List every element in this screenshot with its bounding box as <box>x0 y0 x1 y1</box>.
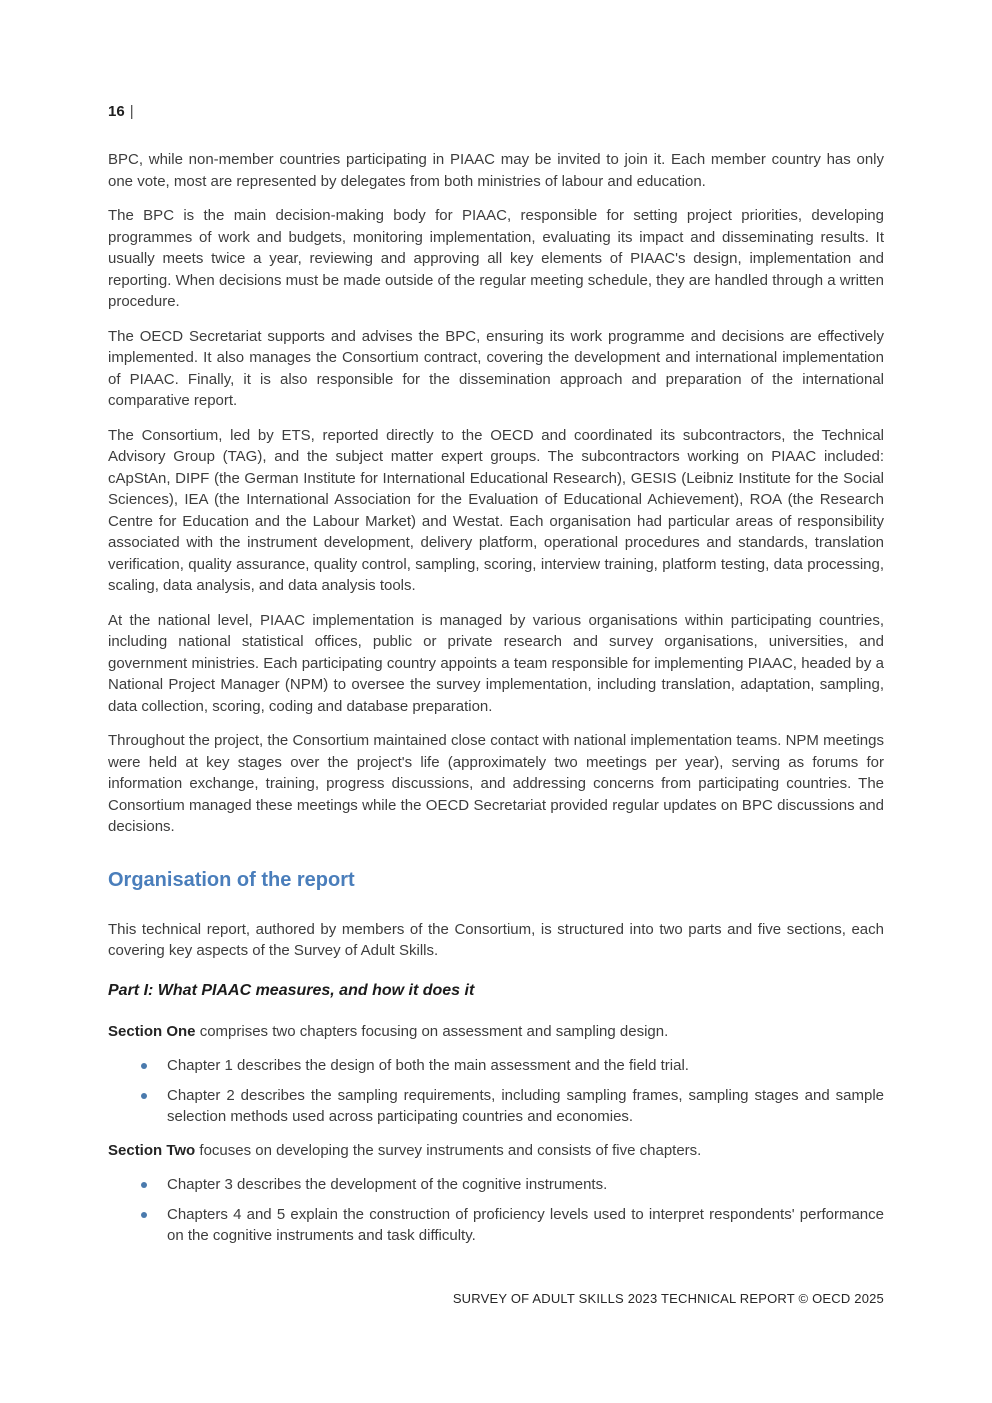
paragraph-consortium-subcontractors: The Consortium, led by ETS, reported directly to the OECD and coordinated its subcontractors, the Technical Advisory Group (TAG), and the subject matter expert groups. The subcontractors working on PIAAC included: cApStAn, DIPF (the German Institute for International Educational Research), GESIS (Leibniz Institute for the Social Sciences), IEA (the International Association for the Evaluation of Educational Achievement), ROA (the Research Centre for Education and the Labour Market) and Westat. Each organisation had particular areas of responsibility associated with the instrument development, delivery platform, operational procedures and standards, translation verification, quality assurance, quality control, sampling, scoring, interview training, platform testing, data processing, scaling, data analysis, and data analysis tools. <box>108 426 884 594</box>
section-two-bullet-list <box>108 1174 884 1247</box>
paragraph-national-level: At the national level, PIAAC implementation is managed by various organisations within participating countries, including national statistical offices, public or private research and survey organisations, universities, and government ministries. Each participating country appoints a team responsible for implementing PIAAC, headed by a National Project Manager (NPM) to oversee the survey implementation, including translation, adaptation, sampling, data collection, scoring, coding and database preparation. <box>108 611 884 715</box>
paragraph-section-one <box>108 1021 884 1043</box>
page-header <box>108 103 884 121</box>
paragraph-oecd-secretariat: The OECD Secretariat supports and advises the BPC, ensuring its work programme and decisions are effectively implemented. It also manages the Consortium contract, covering the development and international implementation of PIAAC. Finally, it is also responsible for the dissemination approach and preparation of the international comparative report. <box>108 327 884 409</box>
list-item: Chapters 4 and 5 explain the construction of proficiency levels used to interpret respondents' performance on the cognitive instruments and task difficulty. <box>167 1204 884 1247</box>
paragraph-bpc-membership: BPC, while non-member countries participating in PIAAC may be invited to join it. Each member country has only one vote, most are represented by delegates from both ministries of labour and education. <box>108 151 884 190</box>
section-two-label: Section Two <box>108 1141 196 1159</box>
section-one-label: Section One <box>108 1022 196 1040</box>
list-item: Chapter 2 describes the sampling requirements, including sampling frames, sampling stages and sample selection methods used across participating countries and economies. <box>167 1085 884 1128</box>
section-two-text: focuses on developing the survey instruments and consists of five chapters. <box>195 1141 702 1159</box>
page-number-separator: | <box>129 103 134 120</box>
paragraph-bpc-role: The BPC is the main decision-making body for PIAAC, responsible for setting project priorities, developing programmes of work and budgets, monitoring implementation, evaluating its impact and disseminating results. It usually meets twice a year, reviewing and approving all key elements of PIAAC's design, implementation and reporting. When decisions must be made outside of the regular meeting schedule, they are handled through a written procedure. <box>108 207 884 310</box>
page-footer <box>453 1291 884 1306</box>
page-number: 16 <box>108 103 125 120</box>
list-item: Chapter 1 describes the design of both the main assessment and the field trial. <box>167 1055 884 1077</box>
list-item: Chapter 3 describes the development of the cognitive instruments. <box>167 1174 884 1196</box>
section-one-text: comprises two chapters focusing on assessment and sampling design. <box>195 1022 669 1040</box>
paragraph-npm-meetings: Throughout the project, the Consortium maintained close contact with national implementation teams. NPM meetings were held at key stages over the project's life (approximately two meetings per year), serving as forums for information exchange, training, progress discussions, and addressing concerns from participating countries. The Consortium managed these meetings while the OECD Secretariat provided regular updates on BPC discussions and decisions. <box>108 732 884 835</box>
section-one-bullet-list <box>108 1055 884 1128</box>
paragraph-section-two <box>108 1140 884 1162</box>
paragraph-report-structure: This technical report, authored by members of the Consortium, is structured into two parts and five sections, each covering key aspects of the Survey of Adult Skills. <box>108 920 884 959</box>
footer-running-title: SURVEY OF ADULT SKILLS 2023 TECHNICAL REPORT © OECD 2025 <box>452 1291 884 1306</box>
page-content <box>108 149 884 1247</box>
section-heading-organisation: Organisation of the report <box>108 868 355 891</box>
part-one-heading: Part I: What PIAAC measures, and how it does it <box>108 981 475 999</box>
